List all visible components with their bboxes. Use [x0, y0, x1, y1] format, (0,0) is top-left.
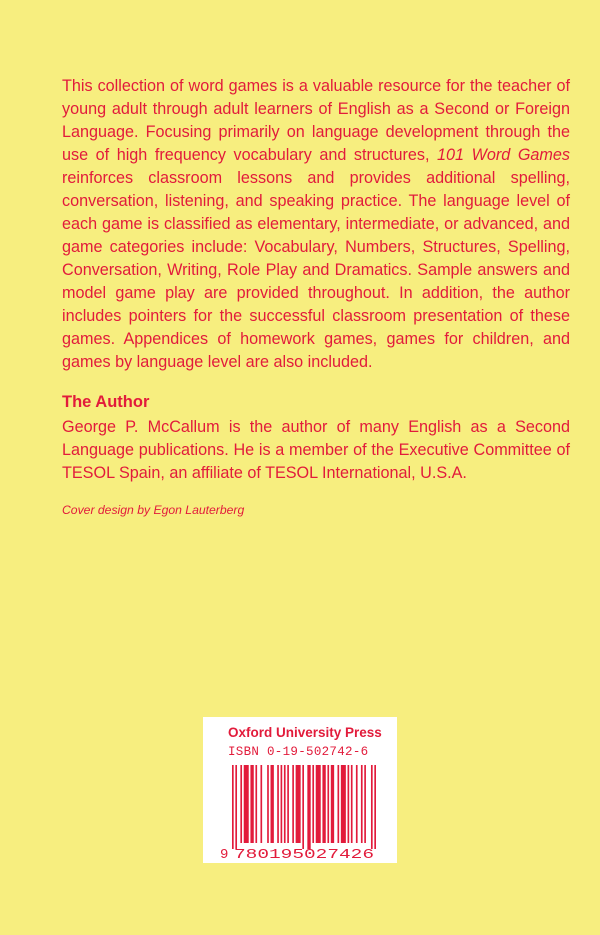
barcode-bar [322, 765, 325, 843]
barcode-bar [281, 765, 283, 843]
barcode-bar [260, 765, 262, 843]
barcode [218, 765, 378, 861]
description-part2: reinforces classroom lessons and provides additional spelling, conversation, listening, and speaking practice. The language level of each game is classified as elementary, intermediate, or advanced, and game categories include: Vocabulary, Numbers, Structures, Spelling, Conversation, Writing, Role Play and Dramatics. Sample answers and model game play are provided throughout. In addition, the author includes pointers for the successful classroom presentation of these games. Appendices of homework games, games for children, and games by language level are also included. [62, 169, 570, 371]
barcode-bar [341, 765, 346, 843]
barcode-bar [292, 765, 294, 843]
barcode-bar [287, 765, 289, 843]
barcode-bar [361, 765, 363, 843]
author-bio: George P. McCallum is the author of many English as a Second Language publications. He is a member of the Executive Committee of TESOL Spain, an affiliate of TESOL International, U.S.A. [62, 418, 570, 482]
barcode-bar [337, 765, 339, 843]
barcode-bar [284, 765, 286, 843]
barcode-bar [302, 765, 304, 849]
barcode-bar [232, 765, 234, 849]
barcode-graphic [218, 765, 378, 861]
barcode-bar [364, 765, 366, 843]
isbn-box [203, 717, 397, 863]
barcode-bar [356, 765, 358, 843]
barcode-bar [351, 765, 353, 843]
barcode-bar [271, 765, 274, 843]
author-heading: The Author [62, 393, 150, 411]
barcode-bar [327, 765, 329, 843]
barcode-bar [371, 765, 373, 849]
publisher-name: Oxford University Press [228, 725, 382, 740]
barcode-digits: 780195027426 [234, 847, 374, 861]
barcode-bar [307, 765, 310, 849]
barcode-bar [374, 765, 376, 849]
barcode-bar [348, 765, 350, 843]
barcode-bar [277, 765, 279, 843]
isbn-number: ISBN 0-19-502742-6 [228, 745, 369, 759]
book-description [62, 75, 570, 374]
barcode-bar [316, 765, 321, 843]
barcode-bar [296, 765, 301, 843]
cover-credit: Cover design by Egon Lauterberg [62, 503, 245, 517]
barcode-bar [244, 765, 249, 843]
barcode-bar [312, 765, 314, 843]
barcode-bar [255, 765, 257, 843]
barcode-bar [267, 765, 269, 843]
book-title-italic: 101 Word Games [437, 146, 570, 164]
text-column [62, 75, 570, 517]
barcode-bar [240, 765, 242, 843]
description-part1: This collection of word games is a valuable resource for the teacher of young adult through adult learners of English as a Second or Foreign Language. Focusing primarily on language development through the use of high frequency vocabulary and structures, [62, 77, 570, 164]
barcode-bar [250, 765, 253, 843]
barcode-bar [331, 765, 334, 843]
barcode-leading-digit: 9 [220, 847, 229, 861]
barcode-bar [235, 765, 237, 849]
